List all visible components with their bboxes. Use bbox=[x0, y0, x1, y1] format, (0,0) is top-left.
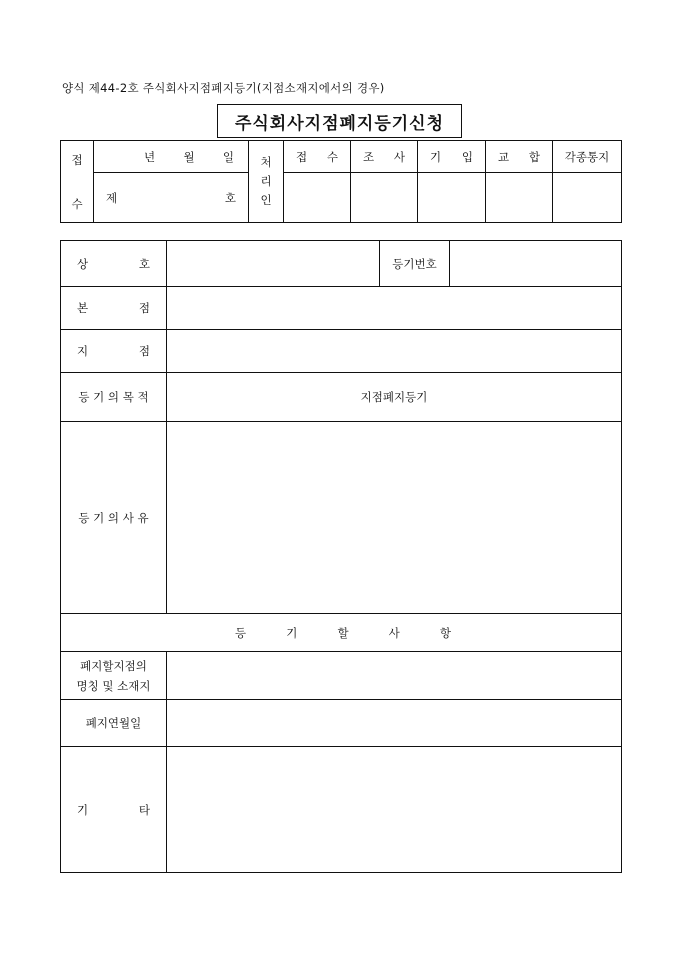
closure-date-field[interactable] bbox=[167, 700, 622, 747]
receipt-label-cell bbox=[61, 141, 94, 223]
processor-char-3: 인 bbox=[260, 193, 272, 207]
document-title: 주식회사지점폐지등기신청 bbox=[217, 104, 462, 138]
processor-char-1: 처 bbox=[260, 155, 272, 169]
label-char: 점 bbox=[138, 344, 150, 358]
notices-stamp-cell[interactable] bbox=[553, 173, 622, 223]
label-char: 타 bbox=[138, 802, 150, 817]
label-char: 지 bbox=[77, 344, 89, 358]
branch-name-location-label bbox=[61, 652, 167, 700]
col-char: 사 bbox=[393, 149, 405, 164]
col-char: 각종통지 bbox=[564, 149, 610, 164]
label-char: 호 bbox=[138, 256, 150, 271]
check-stamp-cell[interactable] bbox=[486, 173, 553, 223]
receipt-stamp-cell[interactable] bbox=[284, 173, 351, 223]
etc-label bbox=[61, 747, 167, 873]
receipt-label-char-1: 접 bbox=[71, 152, 83, 167]
etc-field[interactable] bbox=[167, 747, 622, 873]
header-char: 할 bbox=[337, 625, 349, 640]
number-prefix-label: 제 bbox=[106, 190, 118, 205]
receipt-label-char-2: 수 bbox=[71, 196, 83, 211]
col-char: 수 bbox=[326, 149, 338, 164]
label-char: 본 bbox=[77, 301, 89, 315]
col-char: 합 bbox=[528, 149, 540, 164]
purpose-label: 등 기 의 목 적 bbox=[61, 373, 167, 422]
receipt-table bbox=[60, 140, 622, 223]
label-char: 기 bbox=[77, 802, 89, 817]
branch-label bbox=[61, 330, 167, 373]
col-header-review bbox=[351, 141, 418, 173]
date-year-label: 년 bbox=[144, 149, 156, 164]
entry-stamp-cell[interactable] bbox=[418, 173, 486, 223]
form-number-label: 양식 제44-2호 주식회사지점폐지등기(지점소재지에서의 경우) bbox=[62, 81, 385, 95]
date-month-label: 월 bbox=[183, 149, 195, 164]
header-char: 사 bbox=[388, 625, 400, 640]
head-office-field[interactable] bbox=[167, 287, 622, 330]
header-char: 항 bbox=[439, 625, 451, 640]
receipt-date-cell[interactable] bbox=[94, 141, 249, 173]
date-day-label: 일 bbox=[222, 149, 234, 164]
col-char: 접 bbox=[296, 149, 308, 164]
head-office-label bbox=[61, 287, 167, 330]
col-char: 조 bbox=[363, 149, 375, 164]
label-char: 점 bbox=[138, 301, 150, 315]
label-char: 상 bbox=[77, 256, 89, 271]
application-table bbox=[60, 240, 622, 873]
col-char: 기 bbox=[430, 149, 442, 164]
trade-name-label bbox=[61, 241, 167, 287]
col-header-check bbox=[486, 141, 553, 173]
branch-name-line-1: 폐지할지점의 bbox=[80, 658, 147, 673]
review-stamp-cell[interactable] bbox=[351, 173, 418, 223]
closure-date-label: 폐지연월일 bbox=[61, 700, 167, 747]
branch-field[interactable] bbox=[167, 330, 622, 373]
branch-name-location-field[interactable] bbox=[167, 652, 622, 700]
purpose-value: 지점폐지등기 bbox=[167, 373, 622, 422]
processor-label-cell bbox=[249, 141, 284, 223]
col-header-entry bbox=[418, 141, 486, 173]
reason-label: 등 기 의 사 유 bbox=[61, 422, 167, 614]
reg-number-field[interactable] bbox=[450, 241, 622, 287]
header-char: 기 bbox=[286, 625, 298, 640]
receipt-number-cell[interactable] bbox=[94, 173, 249, 223]
col-char: 입 bbox=[461, 149, 473, 164]
col-header-notices bbox=[553, 141, 622, 173]
reg-number-label: 등기번호 bbox=[380, 241, 450, 287]
trade-name-field[interactable] bbox=[167, 241, 380, 287]
number-suffix-label: 호 bbox=[224, 190, 236, 205]
registration-items-header bbox=[61, 614, 622, 652]
col-char: 교 bbox=[498, 149, 510, 164]
reason-field[interactable] bbox=[167, 422, 622, 614]
branch-name-line-2: 명칭 및 소재지 bbox=[76, 678, 151, 693]
header-char: 등 bbox=[235, 625, 247, 640]
processor-char-2: 리 bbox=[260, 174, 272, 188]
col-header-receipt bbox=[284, 141, 351, 173]
